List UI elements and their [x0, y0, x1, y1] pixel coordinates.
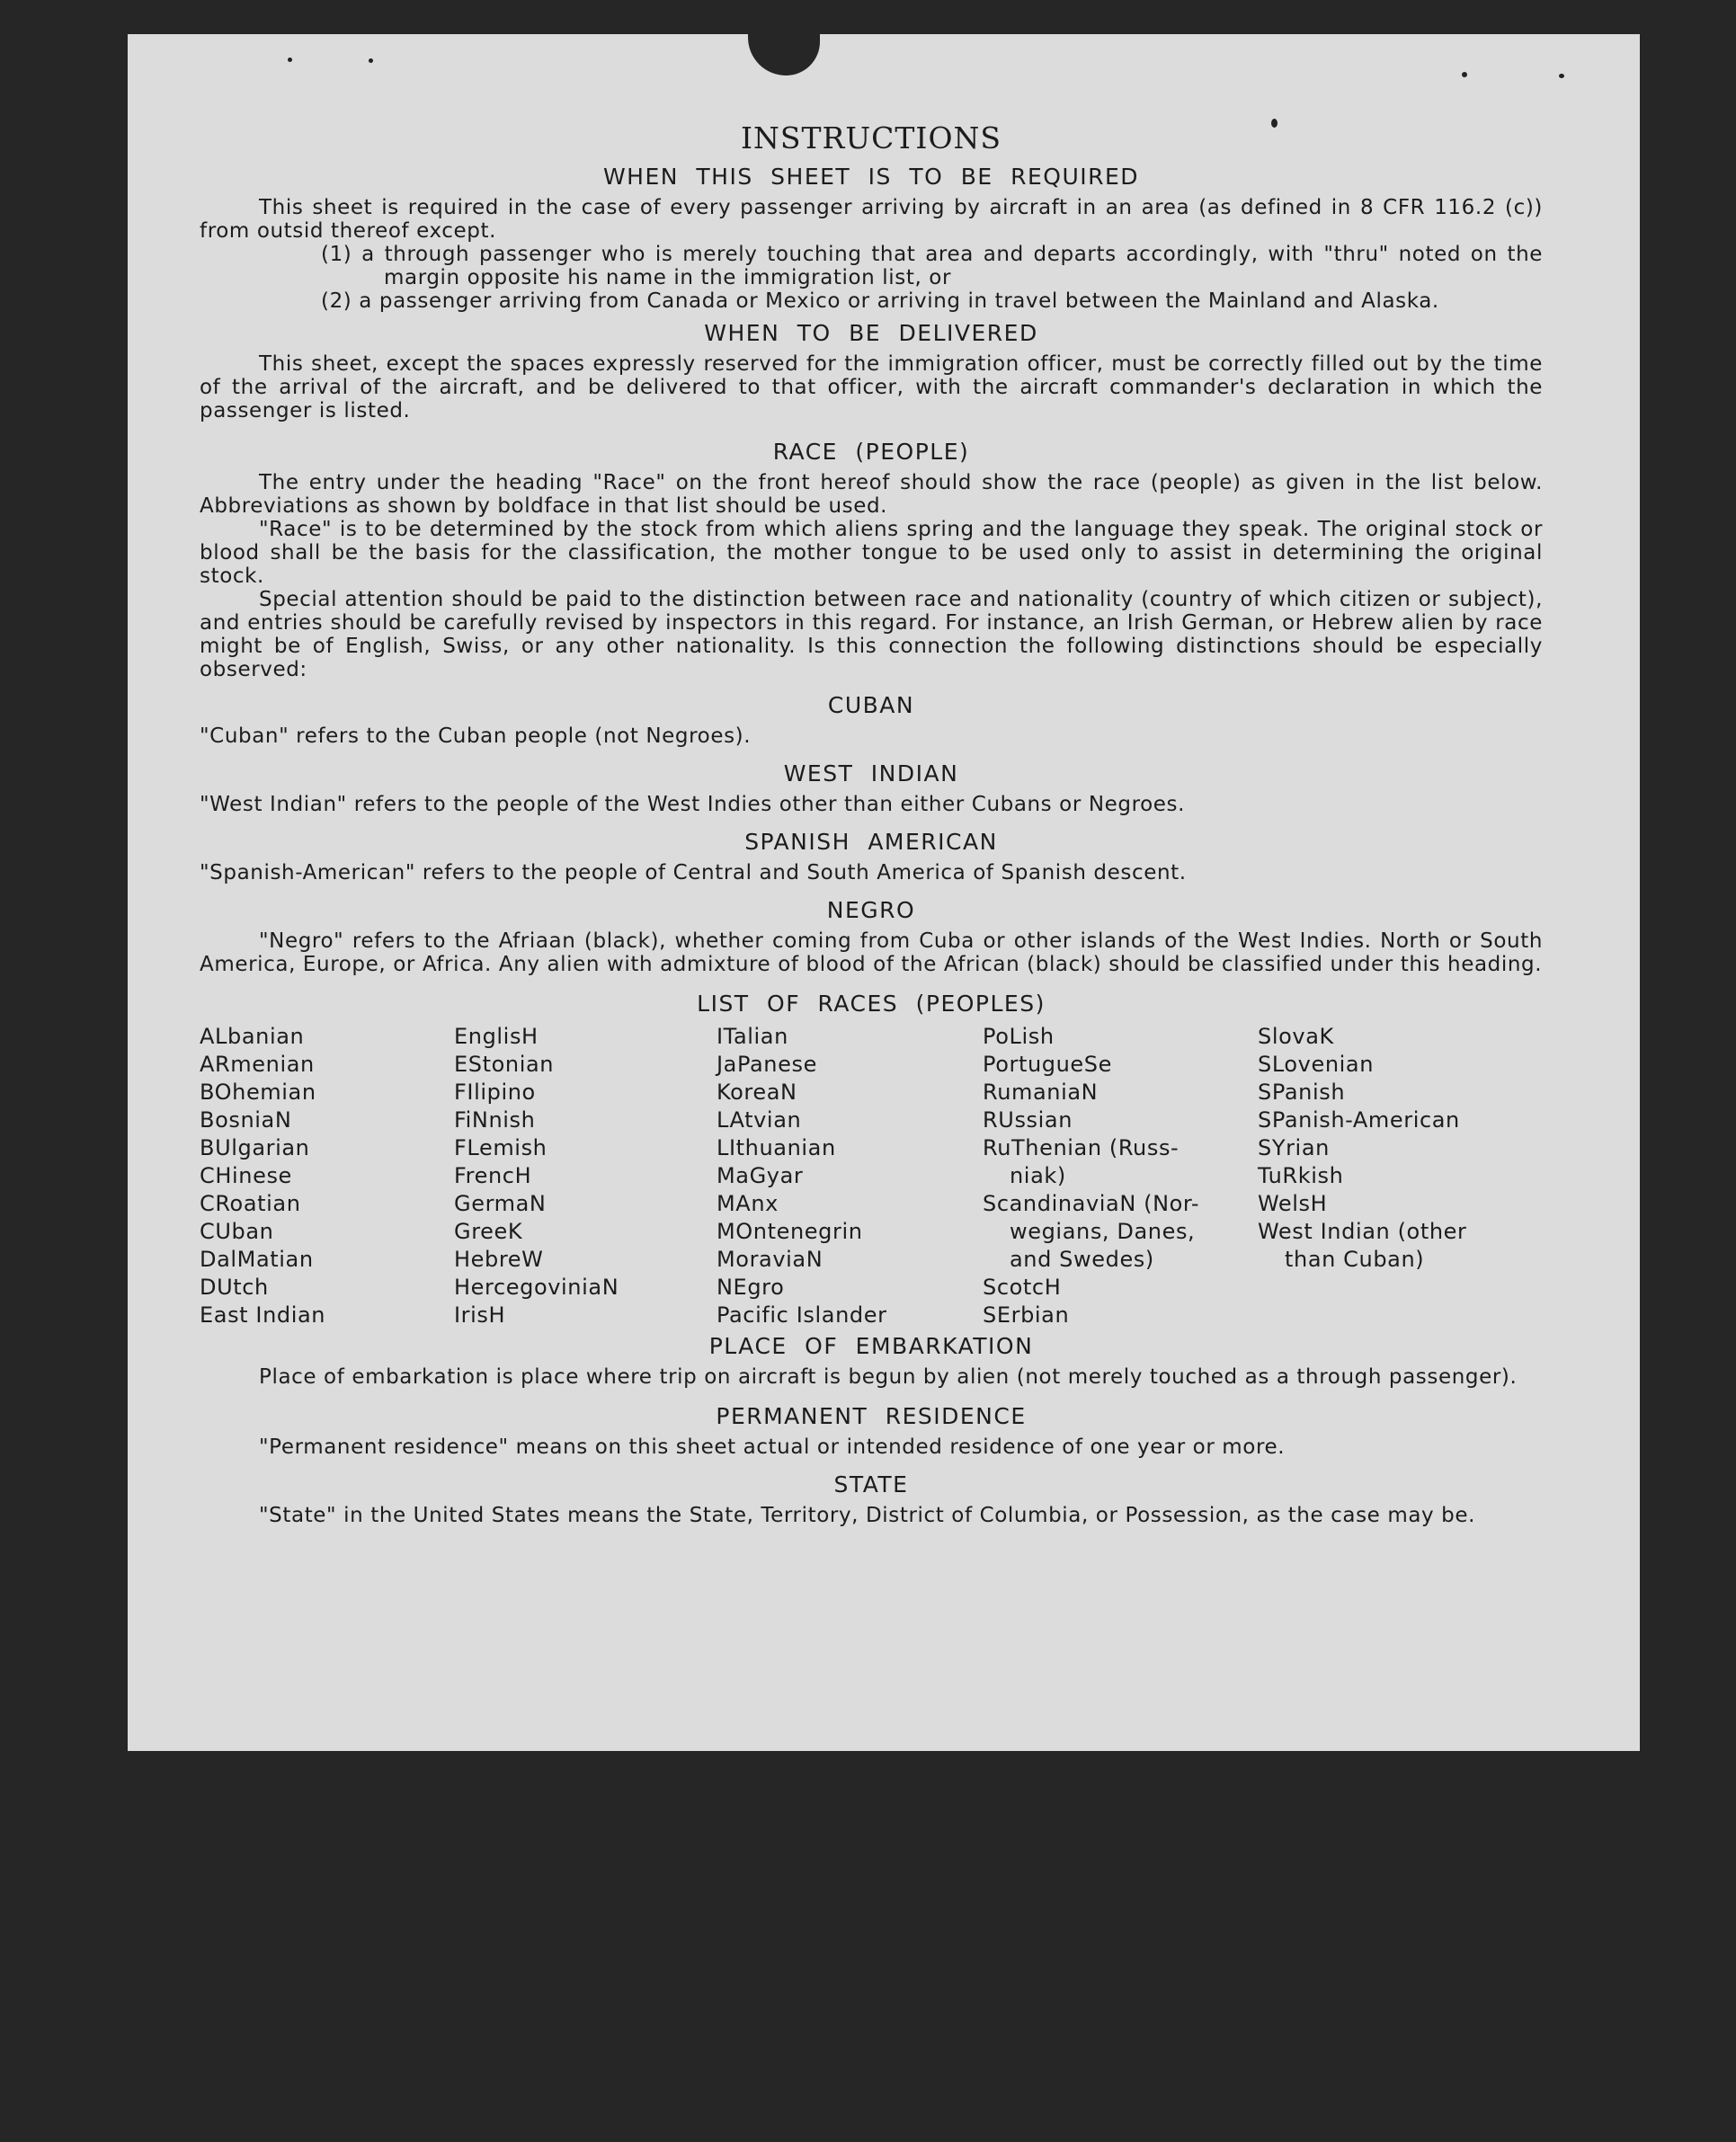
- instruction-sheet: [128, 34, 1640, 1751]
- heading-when-required: WHEN THIS SHEET IS TO BE REQUIRED: [602, 164, 1140, 190]
- spanish-american-text: "Spanish-American" refers to the people of Central and South America of Spanish descent.: [200, 861, 1187, 884]
- delivered-text: This sheet, except the spaces expressly reserved for the immigration officer, must be correctly filled out by the time of the arrival of the aircraft, and be delivered to that officer, with the aircraft commander's declaration in which the passenger is listed.: [200, 352, 1543, 422]
- race-entry: LAtvian: [717, 1107, 802, 1133]
- paper-speck: [369, 58, 373, 63]
- race-entry: BOhemian: [200, 1080, 316, 1105]
- race-entry: DalMatian: [200, 1247, 314, 1272]
- race-entry: MaGyar: [717, 1163, 804, 1188]
- paper-speck: [288, 58, 292, 62]
- race-entry: FiNnish: [454, 1107, 536, 1133]
- race-entry: SlovaK: [1258, 1024, 1334, 1049]
- race-entry: Pacific Islander: [717, 1302, 887, 1328]
- race-entry: PortugueSe: [983, 1052, 1112, 1077]
- heading-list-of-races: LIST OF RACES (PEOPLES): [697, 991, 1046, 1017]
- race-entry: RuThenian (Russ-: [983, 1135, 1180, 1160]
- race-entry: ScandinaviaN (Nor-: [983, 1191, 1200, 1216]
- cuban-text: "Cuban" refers to the Cuban people (not Negroes).: [200, 724, 752, 748]
- races-column-1: [200, 1023, 454, 1329]
- west-indian-text: "West Indian" refers to the people of the West Indies other than either Cubans or Negroes.: [200, 793, 1186, 816]
- state-text: "State" in the United States means the State, Territory, District of Columbia, or Possession, as the case may be.: [259, 1504, 1476, 1527]
- race-entry-continued: niak): [1010, 1163, 1066, 1188]
- race-entry: FrencH: [454, 1163, 532, 1188]
- race-entry: SYrian: [1258, 1135, 1330, 1160]
- race-entry: SErbian: [983, 1302, 1070, 1328]
- race-entry: CHinese: [200, 1163, 292, 1188]
- race-entry: SPanish-American: [1258, 1107, 1460, 1133]
- paper-tear: [748, 34, 820, 76]
- required-intro: This sheet is required in the case of every passenger arriving by aircraft in an area (as defined in 8 CFR 116.2 (c)) from outsid thereof except.: [200, 196, 1543, 243]
- race-entry: HercegoviniaN: [454, 1275, 619, 1300]
- race-entry-continued: and Swedes): [1010, 1247, 1154, 1272]
- race-entry: NEgro: [717, 1275, 785, 1300]
- heading-permanent-residence: PERMANENT RESIDENCE: [716, 1403, 1027, 1429]
- race-entry: West Indian (other: [1258, 1219, 1467, 1244]
- race-entry: TuRkish: [1258, 1163, 1344, 1188]
- race-entry: RUssian: [983, 1107, 1073, 1133]
- races-list: [200, 1023, 1543, 1329]
- race-entry: SLovenian: [1258, 1052, 1375, 1077]
- paper-speck: [1559, 74, 1564, 78]
- race-entry: GreeK: [454, 1219, 523, 1244]
- race-entry: HebreW: [454, 1247, 544, 1272]
- heading-cuban: CUBAN: [827, 692, 915, 718]
- required-item-2: (2) a passenger arriving from Canada or Mexico or arriving in travel between the Mainland and Alaska.: [321, 289, 1439, 313]
- race-entry: EStonian: [454, 1052, 555, 1077]
- race-entry: SPanish: [1258, 1080, 1346, 1105]
- race-entry: MoraviaN: [717, 1247, 823, 1272]
- race-entry: MOntenegrin: [717, 1219, 863, 1244]
- races-column-5: [1258, 1023, 1527, 1329]
- heading-west-indian: WEST INDIAN: [783, 760, 959, 787]
- heading-negro: NEGRO: [826, 897, 916, 923]
- race-entry: CRoatian: [200, 1191, 301, 1216]
- race-paragraph-2: "Race" is to be determined by the stock from which aliens spring and the language they speak. The original stock or blood shall be the basis for the classification, the mother tongue to be used only to assist in determining the original stock.: [200, 518, 1543, 588]
- heading-embarkation: PLACE OF EMBARKATION: [708, 1333, 1034, 1359]
- race-entry: RumaniaN: [983, 1080, 1099, 1105]
- race-entry: KoreaN: [717, 1080, 797, 1105]
- race-entry: JaPanese: [717, 1052, 817, 1077]
- race-entry: ITalian: [717, 1024, 788, 1049]
- race-paragraph-1: The entry under the heading "Race" on the front hereof should show the race (people) as given in the list below. Abbreviations as shown by boldface in that list should be used.: [200, 471, 1543, 518]
- race-entry: CUban: [200, 1219, 274, 1244]
- heading-when-delivered: WHEN TO BE DELIVERED: [704, 320, 1038, 346]
- race-entry: ALbanian: [200, 1024, 305, 1049]
- race-entry-continued: wegians, Danes,: [1010, 1219, 1196, 1244]
- race-entry: East Indian: [200, 1302, 326, 1328]
- race-entry-continued: than Cuban): [1285, 1247, 1425, 1272]
- races-column-4: [983, 1023, 1258, 1329]
- race-entry: PoLish: [983, 1024, 1055, 1049]
- race-entry: BUlgarian: [200, 1135, 310, 1160]
- race-entry: ScotcH: [983, 1275, 1062, 1300]
- race-entry: GermaN: [454, 1191, 547, 1216]
- race-entry: IrisH: [454, 1302, 506, 1328]
- race-entry: BosniaN: [200, 1107, 292, 1133]
- paper-speck: [1462, 72, 1467, 77]
- page-title: INSTRUCTIONS: [740, 120, 1002, 156]
- race-entry: FLemish: [454, 1135, 548, 1160]
- race-entry: WelsH: [1258, 1191, 1328, 1216]
- heading-state: STATE: [833, 1471, 909, 1498]
- races-column-3: [717, 1023, 983, 1329]
- embarkation-text: Place of embarkation is place where trip on aircraft is begun by alien (not merely touched as a through passenger).: [259, 1365, 1518, 1389]
- races-column-2: [454, 1023, 717, 1329]
- heading-race: RACE (PEOPLE): [772, 439, 970, 465]
- heading-spanish-american: SPANISH AMERICAN: [744, 829, 998, 855]
- residence-text: "Permanent residence" means on this sheet actual or intended residence of one year or more.: [259, 1435, 1286, 1459]
- race-entry: ARmenian: [200, 1052, 315, 1077]
- required-item-1: (1) a through passenger who is merely touching that area and departs accordingly, with "thru" noted on the margin opposite his name in the immigration list, or: [321, 243, 1543, 289]
- race-paragraph-3: Special attention should be paid to the distinction between race and nationality (country of which citizen or subject), and entries should be carefully revised by inspectors in this regard. For instance, an Irish German, or Hebrew alien by race might be of English, Swiss, or any other nationality. Is this connection the following distinctions should be especially observed:: [200, 588, 1543, 681]
- race-entry: EnglisH: [454, 1024, 539, 1049]
- race-entry: MAnx: [717, 1191, 779, 1216]
- paper-speck: [1271, 119, 1278, 128]
- race-entry: DUtch: [200, 1275, 269, 1300]
- race-entry: FIlipino: [454, 1080, 536, 1105]
- race-entry: LIthuanian: [717, 1135, 836, 1160]
- negro-text: "Negro" refers to the Afriaan (black), whether coming from Cuba or other islands of the West Indies. North or South America, Europe, or Africa. Any alien with admixture of blood of the African (black) should be classified under this heading.: [200, 929, 1543, 976]
